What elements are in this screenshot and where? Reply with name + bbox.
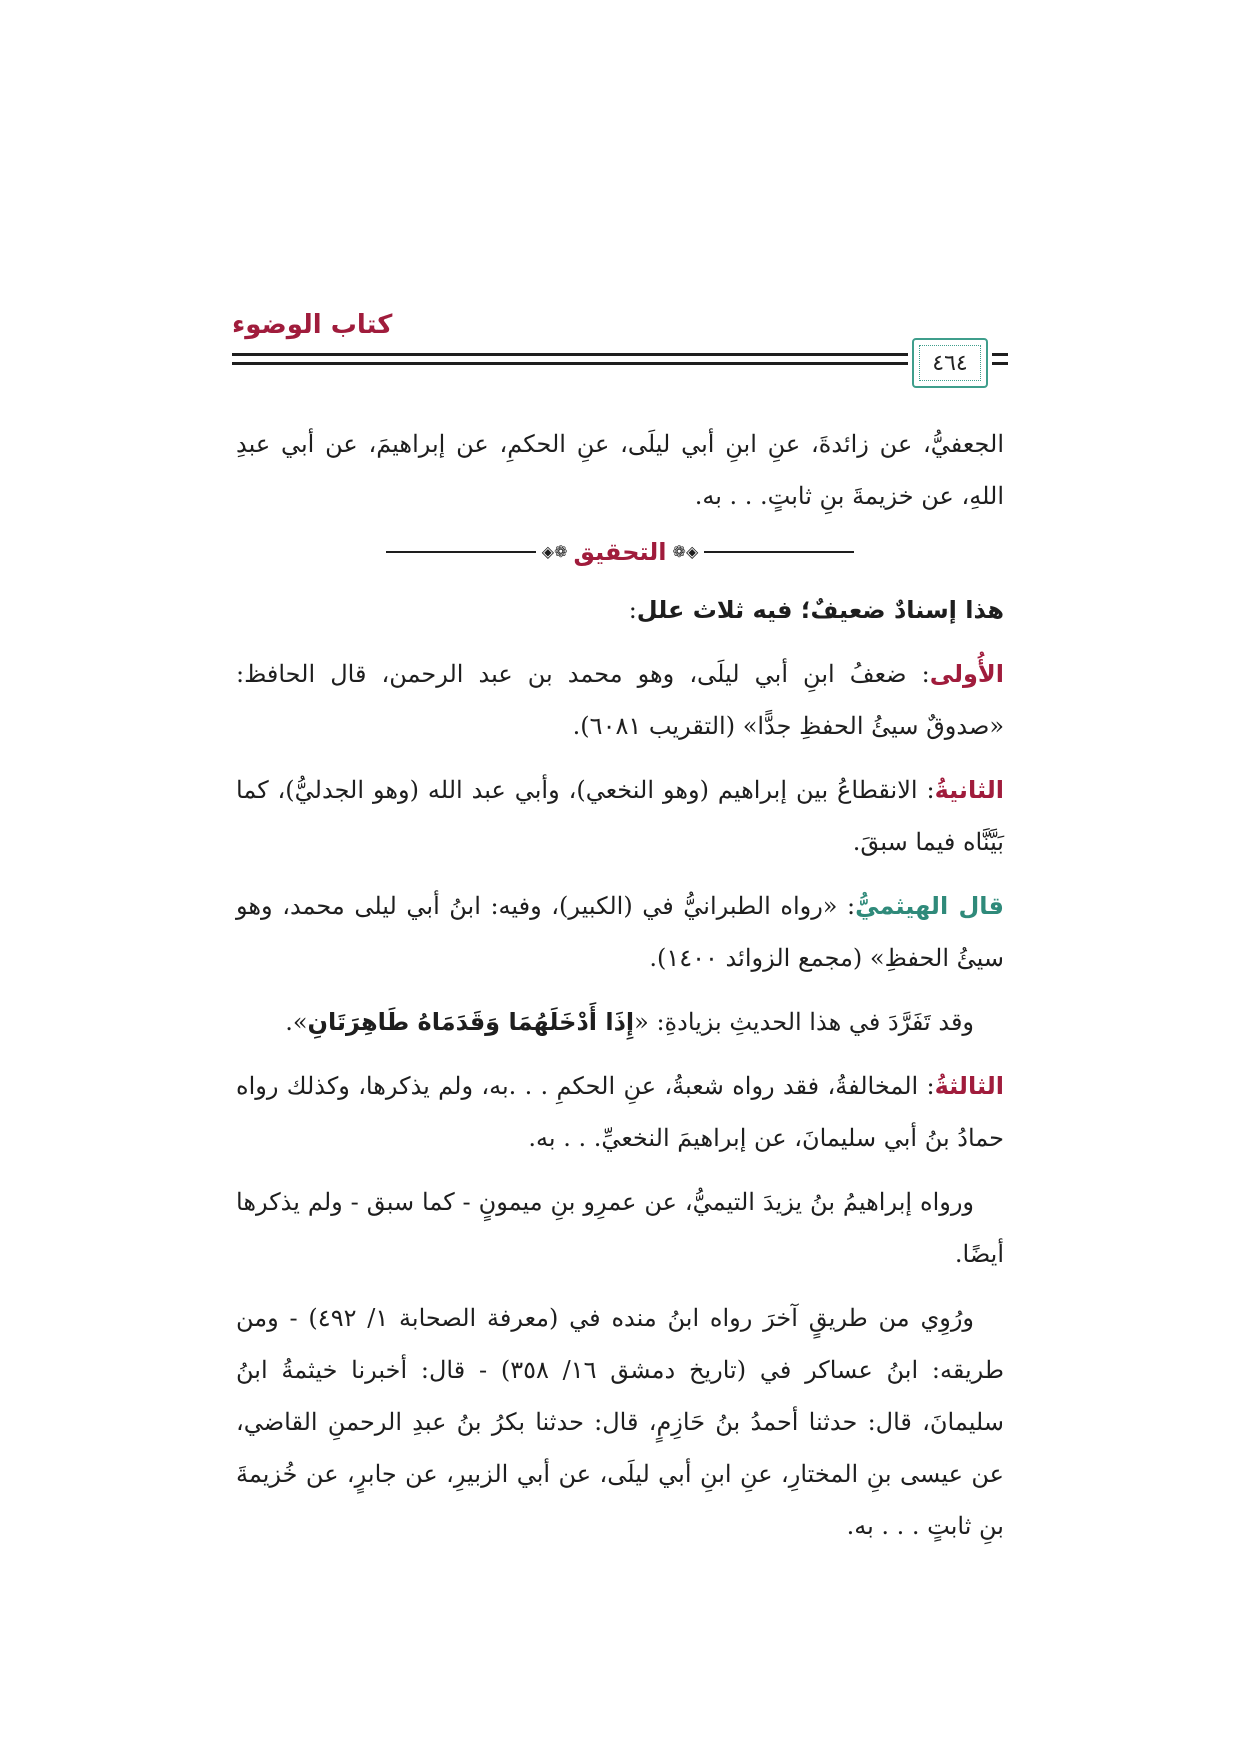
ornament-icon: ◈❁ <box>672 542 699 561</box>
verdict-colon: : <box>628 596 637 624</box>
page-body <box>236 418 1004 1564</box>
header-rule-right-bottom <box>992 362 1008 365</box>
second-defect-text: : الانقطاعُ بين إبراهيم (وهو النخعي)، وأبي عبد الله (وهو الجدليُّ)، كما بَيَّنَّاه فيما سبقَ. <box>236 776 1004 856</box>
first-defect-text: : ضعفُ ابنِ أبي ليلَى، وهو محمد بن عبد الرحمن، قال الحافظ: «صدوقٌ سيئُ الحفظِ جدًّا» (التقريب ٦٠٨١). <box>236 660 1004 740</box>
haythami-label: قال الهيثميُّ <box>855 892 1005 920</box>
second-defect-label: الثانيةُ <box>934 776 1004 804</box>
divider-line-left <box>386 551 536 553</box>
section-divider <box>236 534 1004 570</box>
header-rule-bottom <box>232 362 908 365</box>
addition-intro: وقد تَفَرَّدَ في هذا الحديثِ بزيادةِ: « <box>634 1008 974 1036</box>
page-number-badge <box>912 338 988 388</box>
section-title: التحقيق <box>573 538 667 566</box>
paragraph-verdict <box>236 584 1004 636</box>
paragraph-first-defect <box>236 648 1004 752</box>
paragraph-other-route: ورُوِي من طريقٍ آخرَ رواه ابنُ منده في (معرفة الصحابة ١/ ٤٩٢) - ومن طريقه: ابنُ عساكر في (تاريخ دمشق ١٦/ ٣٥٨) - قال: أخبرنا خيثمةُ ابنُ سليمانَ، قال: حدثنا أحمدُ بنُ حَازِمٍ، قال: حدثنا بكرُ بنُ عبدِ الرحمنِ القاضي، عن عيسى بنِ المختارِ، عنِ ابنِ أبي ليلَى، عن أبي الزبيرِ، عن جابرٍ، عن خُزيمةَ بنِ ثابتٍ . . . به. <box>236 1304 1005 1540</box>
paragraph-chain-end: الجعفيُّ، عن زائدةَ، عنِ ابنِ أبي ليلَى، عنِ الحكمِ، عن إبراهيمَ، عن أبي عبدِ اللهِ، عن خزيمةَ بنِ ثابتٍ. . . به. <box>236 430 1004 510</box>
header-rule-right-top <box>992 353 1008 356</box>
third-defect-text: : المخالفةُ، فقد رواه شعبةُ، عنِ الحكمِ . . .به، ولم يذكرها، وكذلك رواه حمادُ بنُ أبي سليمانَ، عن إبراهيمَ النخعيِّ. . . به. <box>236 1072 1004 1152</box>
page-header <box>232 310 1008 410</box>
page-number: ٤٦٤ <box>932 350 968 376</box>
ornament-icon: ❁◈ <box>541 542 568 561</box>
haythami-text: : «رواه الطبرانيُّ في (الكبير)، وفيه: ابنُ أبي ليلى محمد، وهو سيئُ الحفظِ» (مجمع الزوائد ١٤٠٠). <box>236 892 1004 972</box>
paragraph-taymi: ورواه إبراهيمُ بنُ يزيدَ التيميُّ، عن عمرِو بنِ ميمونٍ - كما سبق - ولم يذكرها أيضًا. <box>236 1188 1004 1268</box>
paragraph-haythami <box>236 880 1004 984</box>
verdict-text: هذا إسنادٌ ضعيفٌ؛ فيه ثلاث علل <box>636 596 1004 624</box>
paragraph-second-defect <box>236 764 1004 868</box>
book-title: كتاب الوضوء <box>232 310 393 340</box>
third-defect-label: الثالثةُ <box>934 1072 1004 1100</box>
hadith-quote: إِذَا أَدْخَلَهُمَا وَقَدَمَاهُ طَاهِرَتَانِ <box>307 1008 635 1036</box>
first-defect-label: الأُولى <box>929 660 1004 688</box>
header-rule-top <box>232 353 908 356</box>
paragraph-addition <box>236 996 1004 1048</box>
addition-end: ». <box>285 1008 308 1036</box>
paragraph-third-defect <box>236 1060 1004 1164</box>
divider-line-right <box>704 551 854 553</box>
